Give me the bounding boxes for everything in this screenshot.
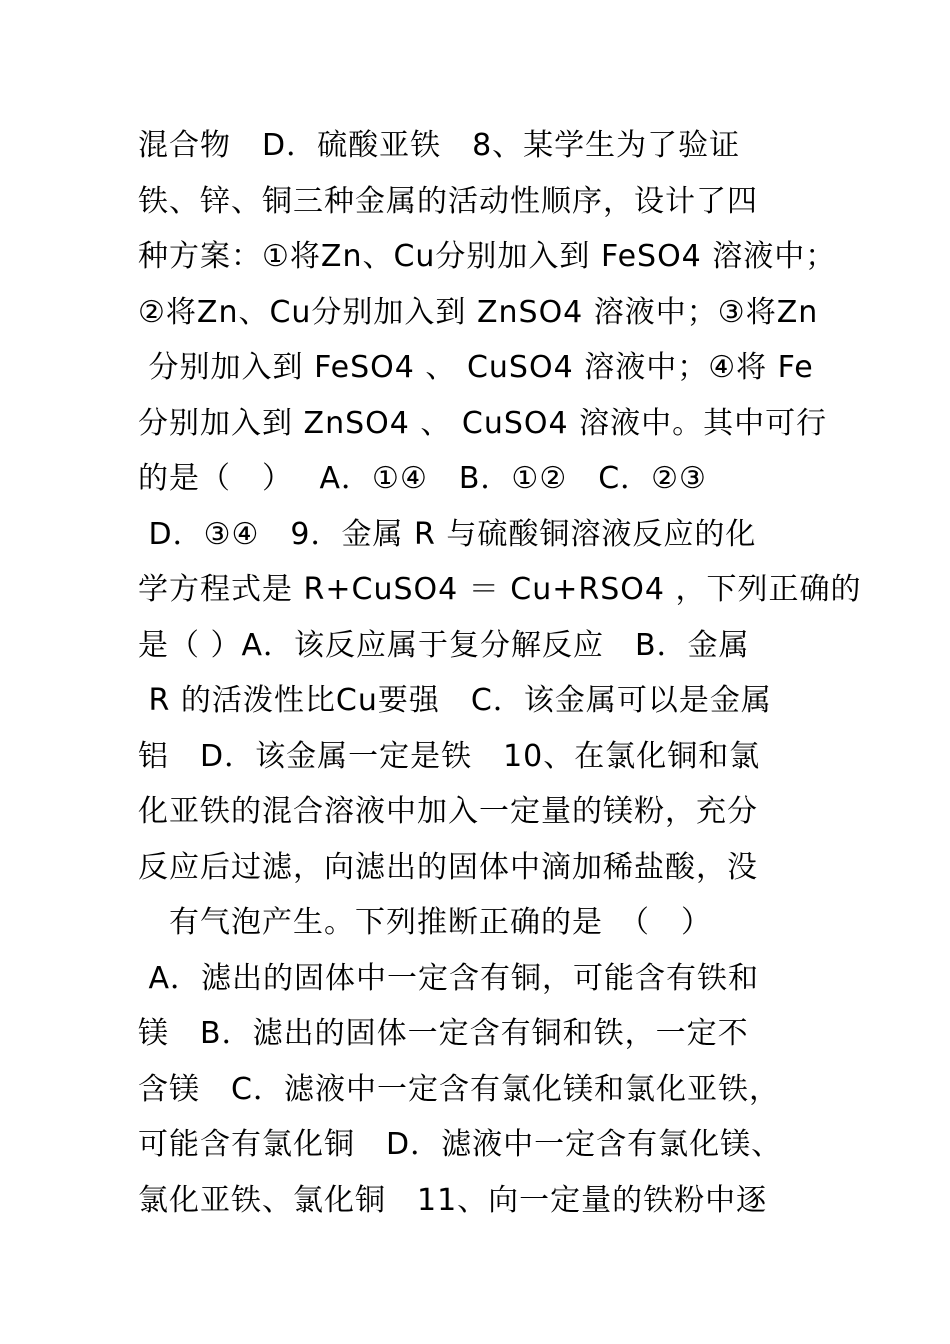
text-line: 分别加入到 ZnSO4 、 CuSO4 溶液中。其中可行 [138,405,828,441]
text-line: 铝 D．该金属一定是铁 10、在氯化铜和氯 [138,738,761,774]
text-line: D．③④ 9．金属 R 与硫酸铜溶液反应的化 [138,516,757,552]
text-line: ②将Zn、Cu分别加入到 ZnSO4 溶液中；③将Zn [138,294,819,330]
text-line: 可能含有氯化铜 D．滤液中一定含有氯化镁、 [138,1127,783,1162]
text-line: 铁、锌、铜三种金属的活动性顺序，设计了四 [138,183,758,219]
text-line: 混合物 D．硫酸亚铁 8、某学生为了验证 [138,128,741,163]
body-text [138,118,862,1228]
text-line: 种方案：①将Zn、Cu分别加入到 FeSO4 溶液中； [138,239,837,274]
text-line: A．滤出的固体中一定含有铜，可能含有铁和 [138,960,760,996]
text-line: 分别加入到 FeSO4 、 CuSO4 溶液中；④将 Fe [138,350,814,385]
text-line: 学方程式是 R+CuSO4 ＝ Cu+RSO4 ，下列正确的 [138,572,862,607]
text-line: R 的活泼性比Cu要强 C．该金属可以是金属 [138,683,772,718]
text-line: 氯化亚铁、氯化铜 11、向一定量的铁粉中逐 [138,1182,768,1218]
text-line: 是（ ）A．该反应属于复分解反应 B．金属 [138,627,750,663]
text-line: 的是（ ） A．①④ B．①② C．②③ [138,461,707,496]
text-line: 反应后过滤，向滤出的固体中滴加稀盐酸，没 [138,849,758,885]
text-line: 化亚铁的混合溶液中加入一定量的镁粉，充分 [138,794,758,829]
text-line: 镁 B．滤出的固体一定含有铜和铁，一定不 [138,1016,749,1051]
text-line: 含镁 C．滤液中一定含有氯化镁和氯化亚铁， [138,1071,780,1107]
text-line: 有气泡产生。下列推断正确的是 （ ） [138,905,712,940]
